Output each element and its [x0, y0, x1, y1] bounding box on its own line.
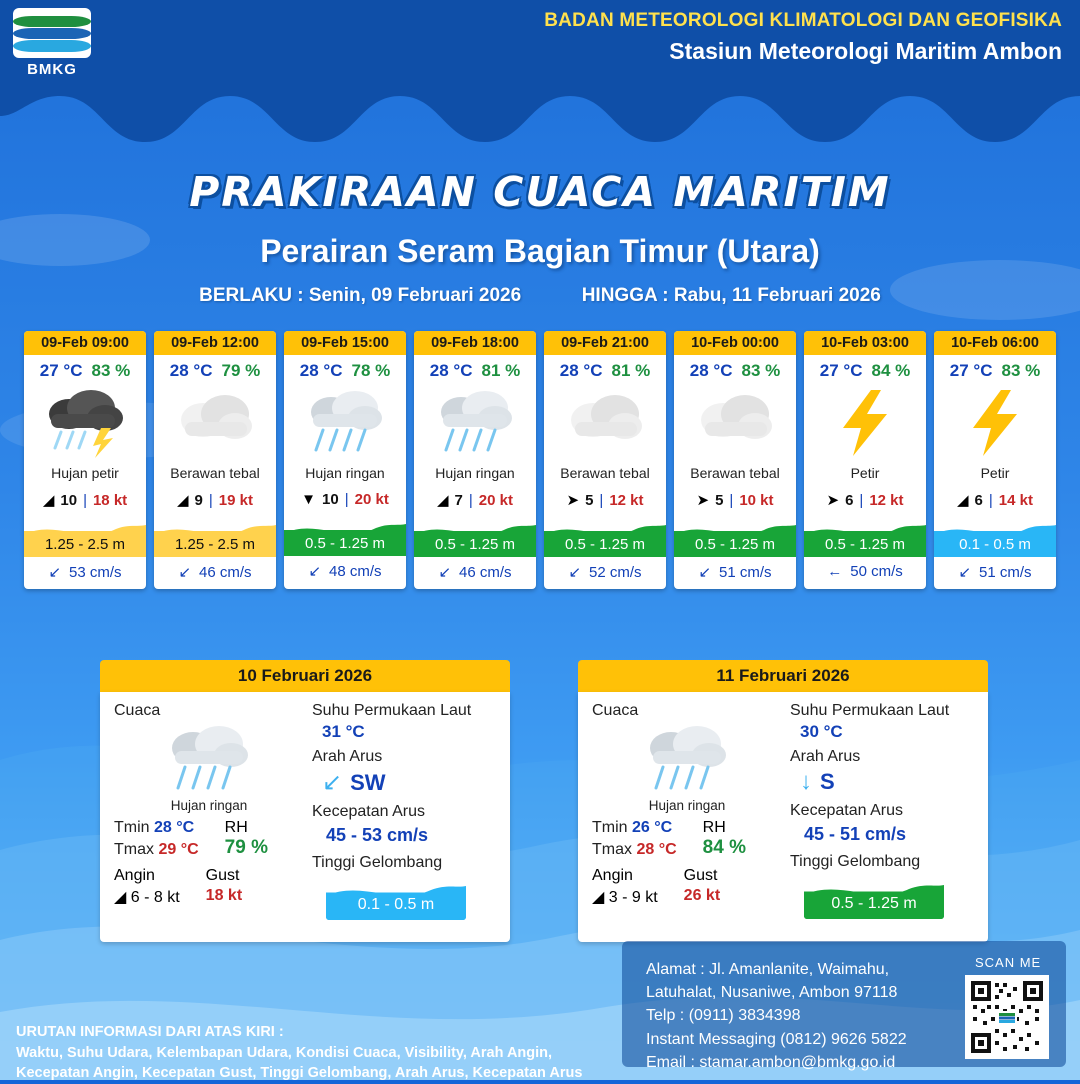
tmax-value: 28 °C [636, 841, 677, 858]
wind-direction-arrow: ▼ [301, 491, 317, 508]
wind-info: ➤ 5 | 10 kt [696, 491, 774, 509]
rain-icon [414, 383, 536, 463]
forecast-card[interactable] [414, 331, 536, 589]
wave-height-label: Tinggi Gelombang [790, 853, 921, 870]
validity-line [0, 285, 1080, 307]
wave-height-value: 0.5 - 1.25 m [694, 536, 776, 553]
temperature-value: 28 °C [559, 361, 603, 380]
tmin-row [592, 819, 677, 837]
current-speed-value: 48 cm/s [329, 562, 382, 580]
valid-to-label: HINGGA : [581, 285, 669, 306]
wind-direction-value: 9 [194, 491, 203, 509]
gust-value: 18 kt [205, 887, 243, 904]
wind-direction-arrow: ◢ [957, 492, 969, 509]
forecast-card-list [24, 331, 1056, 589]
wave-height-band [24, 515, 146, 557]
cloudy-icon [674, 383, 796, 463]
current-speed-value: 45 - 51 cm/s [804, 824, 907, 844]
wind-speed-value: 20 kt [354, 491, 389, 508]
forecast-time: 09-Feb 09:00 [24, 331, 146, 355]
valid-from-label: BERLAKU : [199, 285, 304, 306]
weather-condition: Hujan ringan [648, 798, 726, 813]
weather-condition: Hujan ringan [170, 798, 248, 813]
wind-info: ◢ 10 | 18 kt [42, 491, 128, 509]
forecast-card[interactable] [284, 331, 406, 589]
humidity-value: 81 % [481, 361, 521, 380]
wind-speed-value: 12 kt [869, 491, 904, 509]
wind-speed-value: 14 kt [998, 491, 1033, 509]
tmax-label: Tmax [592, 841, 632, 858]
rh-label: RH [702, 819, 726, 836]
wind-label: Angin [592, 867, 633, 884]
current-direction-label: Arah Arus [312, 748, 383, 765]
current-info [804, 557, 926, 588]
rh-value: 79 % [224, 837, 268, 858]
humidity-value: 79 % [221, 361, 261, 380]
current-speed-value: 46 cm/s [459, 563, 512, 581]
tmax-row [114, 841, 199, 859]
tmin-row [114, 819, 199, 837]
bmkg-logo-mark [13, 8, 91, 58]
sst-label: Suhu Permukaan Laut [312, 702, 472, 719]
wind-direction-arrow: ➤ [566, 492, 580, 509]
current-speed-value: 46 cm/s [199, 563, 252, 581]
current-info [284, 556, 406, 588]
rh-value: 84 % [702, 837, 746, 858]
current-direction-arrow: ↙ [568, 564, 582, 581]
wind-info: ◢ 6 | 14 kt [957, 491, 1033, 509]
forecast-card[interactable] [934, 331, 1056, 589]
wave-height-value: 0.5 - 1.25 m [824, 536, 906, 553]
wind-direction-value: 10 [322, 491, 339, 508]
wind-direction-arrow: ◢ [592, 889, 605, 906]
station-name: Stasiun Meteorologi Maritim Ambon [669, 38, 1062, 64]
valid-from-value: Senin, 09 Februari 2026 [308, 285, 522, 306]
wave-height-band [804, 515, 926, 557]
address-line2: Latuhalat, Nusaniwe, Ambon 97118 [646, 984, 898, 1002]
wave-height-label: Tinggi Gelombang [312, 854, 443, 871]
wind-speed-value: 10 kt [739, 491, 774, 509]
temperature-value: 27 °C [39, 361, 83, 380]
valid-to-value: Rabu, 11 Februari 2026 [673, 285, 881, 306]
wave-height-band [674, 515, 796, 557]
current-direction-value: SW [350, 769, 386, 795]
gust-value: 26 kt [683, 887, 721, 904]
email: Email : stamar.ambon@bmkg.go.id [646, 1053, 896, 1071]
forecast-card[interactable] [804, 331, 926, 589]
tmin-label: Tmin [592, 819, 628, 836]
wave-height-band [544, 515, 666, 557]
wind-direction-value: 6 [845, 491, 854, 509]
wave-height-value: 1.25 - 2.5 m [174, 536, 256, 553]
wind-direction-arrow: ➤ [696, 492, 710, 509]
humidity-value: 83 % [1001, 361, 1041, 380]
wind-value-row [114, 887, 180, 907]
sst-label: Suhu Permukaan Laut [790, 702, 950, 719]
humidity-value: 78 % [351, 361, 391, 380]
weather-label: Cuaca [592, 702, 639, 719]
weather-condition: Hujan ringan [305, 465, 385, 481]
forecast-time: 09-Feb 18:00 [414, 331, 536, 355]
cloudy-icon [544, 383, 666, 463]
humidity-value: 81 % [611, 361, 651, 380]
temperature-value: 27 °C [819, 361, 863, 380]
lightning-icon [934, 383, 1056, 463]
weather-condition: Petir [850, 465, 880, 481]
wind-direction-value: 10 [60, 491, 78, 509]
legend-block [16, 1022, 582, 1084]
address-line1: Alamat : Jl. Amanlanite, Waimahu, [646, 961, 890, 978]
current-info [674, 557, 796, 589]
current-direction-arrow: ↙ [48, 564, 62, 581]
current-direction-value: S [820, 769, 835, 794]
rain-icon [114, 722, 304, 798]
current-direction-arrow: ← [827, 563, 843, 580]
wind-direction-value: 5 [715, 491, 724, 509]
sst-value: 30 °C [800, 722, 843, 741]
wind-info: ➤ 6 | 12 kt [826, 491, 904, 509]
current-info [414, 557, 536, 589]
wind-info: ➤ 5 | 12 kt [566, 491, 644, 509]
legend-line1: Waktu, Suhu Udara, Kelembapan Udara, Kondisi Cuaca, Visibility, Arah Angin, [16, 1044, 553, 1061]
forecast-card[interactable] [674, 331, 796, 589]
current-direction-arrow: ↙ [438, 564, 452, 581]
current-direction-arrow: ↙ [178, 564, 192, 581]
wind-speed-value: 18 kt [92, 491, 128, 509]
current-info [24, 557, 146, 589]
current-direction-arrow: ↙ [322, 769, 343, 796]
wind-speed-value: 6 - 8 kt [130, 889, 180, 906]
forecast-time: 09-Feb 12:00 [154, 331, 276, 355]
humidity-value: 83 % [91, 361, 131, 380]
daily-panel[interactable] [100, 660, 510, 942]
wind-direction-arrow: ◢ [42, 492, 55, 509]
weather-condition: Hujan petir [51, 465, 119, 481]
weather-condition: Berawan tebal [690, 465, 780, 481]
current-speed-value: 51 cm/s [979, 563, 1032, 581]
current-speed-value: 53 cm/s [69, 563, 122, 581]
weather-label: Cuaca [114, 702, 161, 719]
forecast-card[interactable] [544, 331, 666, 589]
current-direction-arrow: ↓ [800, 768, 812, 795]
telephone: Telp : (0911) 3834398 [646, 1007, 801, 1025]
current-info [154, 557, 276, 589]
humidity-value: 83 % [741, 361, 781, 380]
daily-date: 10 Februari 2026 [100, 660, 510, 692]
current-speed-value: 51 cm/s [719, 563, 772, 581]
wind-label: Angin [114, 867, 155, 884]
wind-direction-arrow: ➤ [826, 492, 840, 509]
wind-info: ◢ 7 | 20 kt [437, 491, 513, 509]
wind-direction-value: 6 [974, 491, 983, 509]
tmin-value: 26 °C [632, 819, 673, 836]
page-title: PRAKIRAAN CUACA MARITIM [189, 168, 891, 216]
rain-icon [284, 383, 406, 463]
wave-height-value: 0.5 - 1.25 m [831, 895, 917, 912]
cloudy-icon [154, 383, 276, 463]
wave-height-band [414, 515, 536, 557]
current-direction-label: Arah Arus [790, 748, 861, 765]
wind-direction-arrow: ◢ [114, 889, 127, 906]
bmkg-logo [10, 8, 94, 86]
wave-height-band [934, 515, 1056, 557]
forecast-time: 09-Feb 15:00 [284, 331, 406, 355]
temperature-value: 28 °C [429, 361, 473, 380]
wind-info: ▼ 10 | 20 kt [301, 491, 389, 508]
current-info [544, 557, 666, 589]
tmax-row [592, 841, 677, 859]
current-direction-arrow: ↙ [958, 564, 972, 581]
wave-height-value: 0.5 - 1.25 m [434, 536, 516, 553]
wave-height-value: 0.1 - 0.5 m [357, 896, 435, 913]
current-speed-value: 52 cm/s [589, 563, 642, 581]
lightning-icon [804, 383, 926, 463]
forecast-time: 10-Feb 03:00 [804, 331, 926, 355]
temperature-value: 28 °C [299, 361, 343, 380]
wave-height-value: 0.1 - 0.5 m [959, 536, 1031, 553]
current-speed-label: Kecepatan Arus [790, 802, 903, 819]
daily-date: 11 Februari 2026 [578, 660, 988, 692]
weather-condition: Berawan tebal [560, 465, 650, 481]
header-scallop [0, 76, 1080, 146]
scan-me-label: SCAN ME [975, 955, 1042, 970]
forecast-card[interactable] [154, 331, 276, 589]
qr-code[interactable] [965, 975, 1049, 1059]
tmax-label: Tmax [114, 841, 154, 858]
wind-direction-value: 7 [454, 491, 463, 509]
wave-height-value: 0.5 - 1.25 m [564, 536, 646, 553]
rain-icon [592, 722, 782, 798]
thunderstorm-rain-icon [24, 383, 146, 463]
wave-height-band [284, 514, 406, 556]
tmin-value: 28 °C [154, 819, 195, 836]
sst-value: 31 °C [322, 722, 365, 741]
wave-height-band [154, 515, 276, 557]
tmax-value: 29 °C [158, 841, 199, 858]
wave-height-value: 1.25 - 2.5 m [44, 536, 126, 553]
forecast-card[interactable] [24, 331, 146, 589]
gust-label: Gust [205, 867, 240, 884]
wind-speed-value: 19 kt [218, 491, 253, 509]
wind-speed-value: 20 kt [478, 491, 513, 509]
current-direction-arrow: ↙ [308, 563, 322, 580]
legend-title: URUTAN INFORMASI DARI ATAS KIRI : [16, 1024, 284, 1040]
forecast-time: 10-Feb 06:00 [934, 331, 1056, 355]
wind-info: ◢ 9 | 19 kt [177, 491, 253, 509]
current-speed-value: 45 - 53 cm/s [326, 825, 429, 845]
humidity-value: 84 % [871, 361, 911, 380]
wind-direction-arrow: ◢ [437, 492, 449, 509]
bmkg-logo-label: BMKG [27, 61, 77, 78]
legend-line2: Kecepatan Angin, Kecepatan Gust, Tinggi Gelombang, Arah Arus, Kecepatan Arus [16, 1065, 583, 1082]
temperature-value: 28 °C [169, 361, 213, 380]
wind-speed-value: 3 - 9 kt [608, 889, 658, 906]
instant-messaging: Instant Messaging (0812) 9626 5822 [646, 1030, 907, 1048]
wave-height-box [804, 877, 944, 919]
weather-condition: Petir [980, 465, 1010, 481]
agency-name: BADAN METEOROLOGI KLIMATOLOGI DAN GEOFISIKA [544, 10, 1062, 31]
weather-condition: Hujan ringan [435, 465, 515, 481]
gust-label: Gust [683, 867, 718, 884]
tmin-label: Tmin [114, 819, 150, 836]
rh-label: RH [224, 819, 248, 836]
current-direction-arrow: ↙ [698, 564, 712, 581]
wind-speed-value: 12 kt [609, 491, 644, 509]
daily-forecast-list [100, 660, 988, 942]
temperature-value: 27 °C [949, 361, 993, 380]
page-subtitle: Perairan Seram Bagian Timur (Utara) [260, 233, 820, 269]
contact-address [646, 958, 956, 1074]
daily-panel[interactable] [578, 660, 988, 942]
wind-value-row [592, 887, 658, 907]
wind-direction-arrow: ◢ [177, 492, 189, 509]
weather-condition: Berawan tebal [170, 465, 260, 481]
wave-height-box [326, 878, 466, 920]
wind-direction-value: 5 [585, 491, 594, 509]
forecast-time: 10-Feb 00:00 [674, 331, 796, 355]
current-speed-value: 50 cm/s [850, 563, 903, 580]
wave-height-value: 0.5 - 1.25 m [304, 535, 386, 552]
current-info [934, 557, 1056, 589]
forecast-time: 09-Feb 21:00 [544, 331, 666, 355]
temperature-value: 28 °C [689, 361, 733, 380]
current-speed-label: Kecepatan Arus [312, 803, 425, 820]
